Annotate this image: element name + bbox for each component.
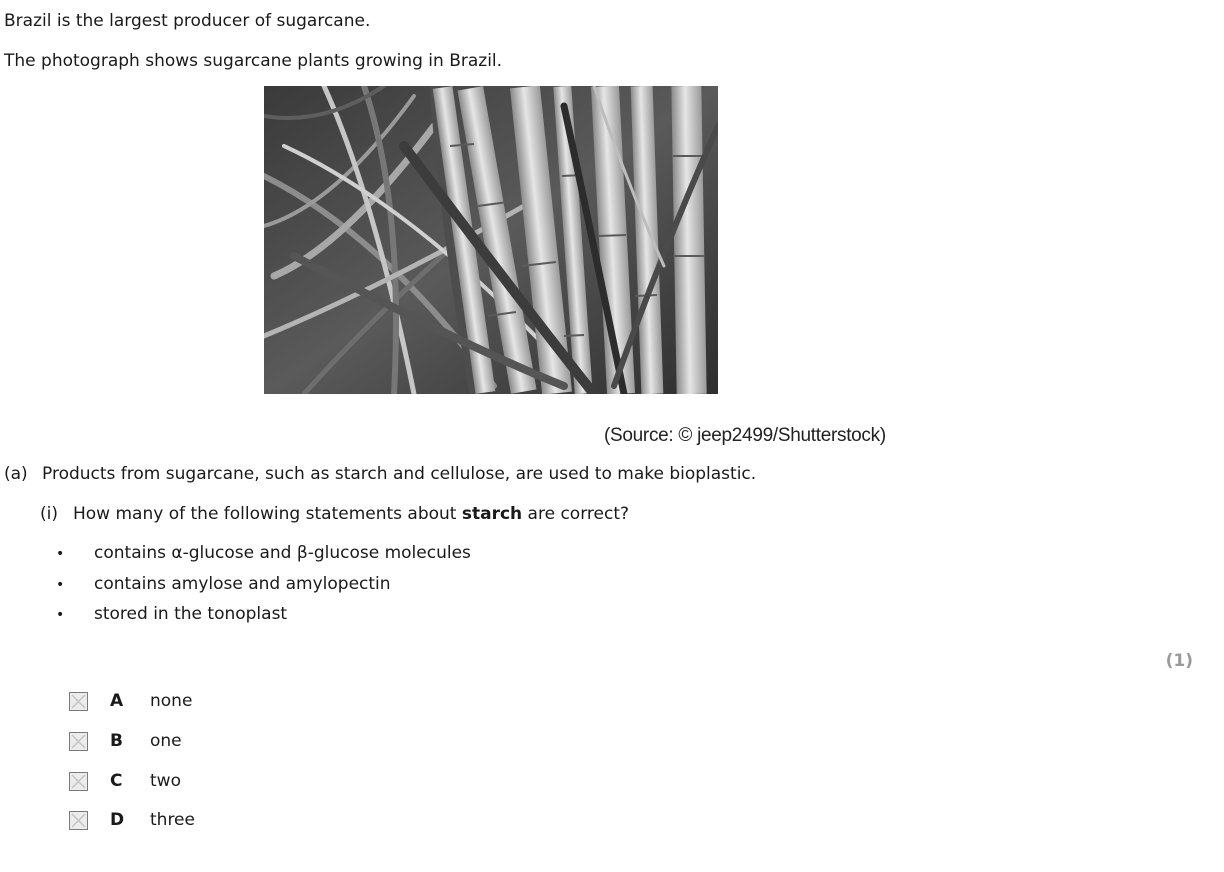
statement-text: stored in the tonoplast	[94, 604, 288, 624]
part-ai-text-before: How many of the following statements about	[73, 504, 462, 524]
checkbox-icon[interactable]	[69, 732, 88, 751]
sugarcane-photo	[264, 86, 718, 394]
question-part-a	[4, 463, 756, 485]
checkbox-icon[interactable]	[69, 692, 88, 711]
option-b[interactable]	[69, 730, 182, 752]
bullet-icon: •	[56, 577, 65, 593]
photo-source-caption: (Source: © jeep2499/Shutterstock)	[604, 425, 886, 446]
part-a-text: Products from sugarcane, such as starch and cellulose, are used to make bioplastic.	[42, 464, 757, 484]
option-letter: A	[110, 691, 124, 711]
part-ai-bold-word: starch	[461, 504, 523, 524]
part-ai-text-after: are correct?	[522, 504, 630, 524]
option-text: two	[150, 771, 181, 791]
option-letter: B	[110, 731, 123, 751]
checkbox-icon[interactable]	[69, 811, 88, 830]
statement-text: contains amylose and amylopectin	[94, 574, 391, 594]
option-letter: D	[110, 810, 125, 830]
intro-text-2: The photograph shows sugarcane plants growing in Brazil.	[4, 51, 503, 71]
option-d[interactable]	[69, 809, 195, 831]
option-a[interactable]	[69, 690, 192, 712]
bullet-icon: •	[56, 607, 65, 623]
option-text: none	[150, 691, 193, 711]
list-item	[56, 573, 391, 596]
bullet-icon: •	[56, 546, 65, 562]
option-c[interactable]	[69, 770, 181, 792]
intro-text-1: Brazil is the largest producer of sugarcane.	[4, 11, 371, 31]
checkbox-icon[interactable]	[69, 772, 88, 791]
list-item	[56, 542, 471, 565]
part-a-label: (a)	[4, 464, 28, 484]
option-letter: C	[110, 771, 123, 791]
option-text: one	[150, 731, 182, 751]
statement-text: contains α-glucose and β-glucose molecules	[94, 543, 471, 563]
option-text: three	[150, 810, 195, 830]
question-part-ai	[40, 503, 629, 525]
part-ai-label: (i)	[40, 504, 58, 524]
marks-label: (1)	[1165, 651, 1193, 671]
list-item	[56, 603, 287, 626]
